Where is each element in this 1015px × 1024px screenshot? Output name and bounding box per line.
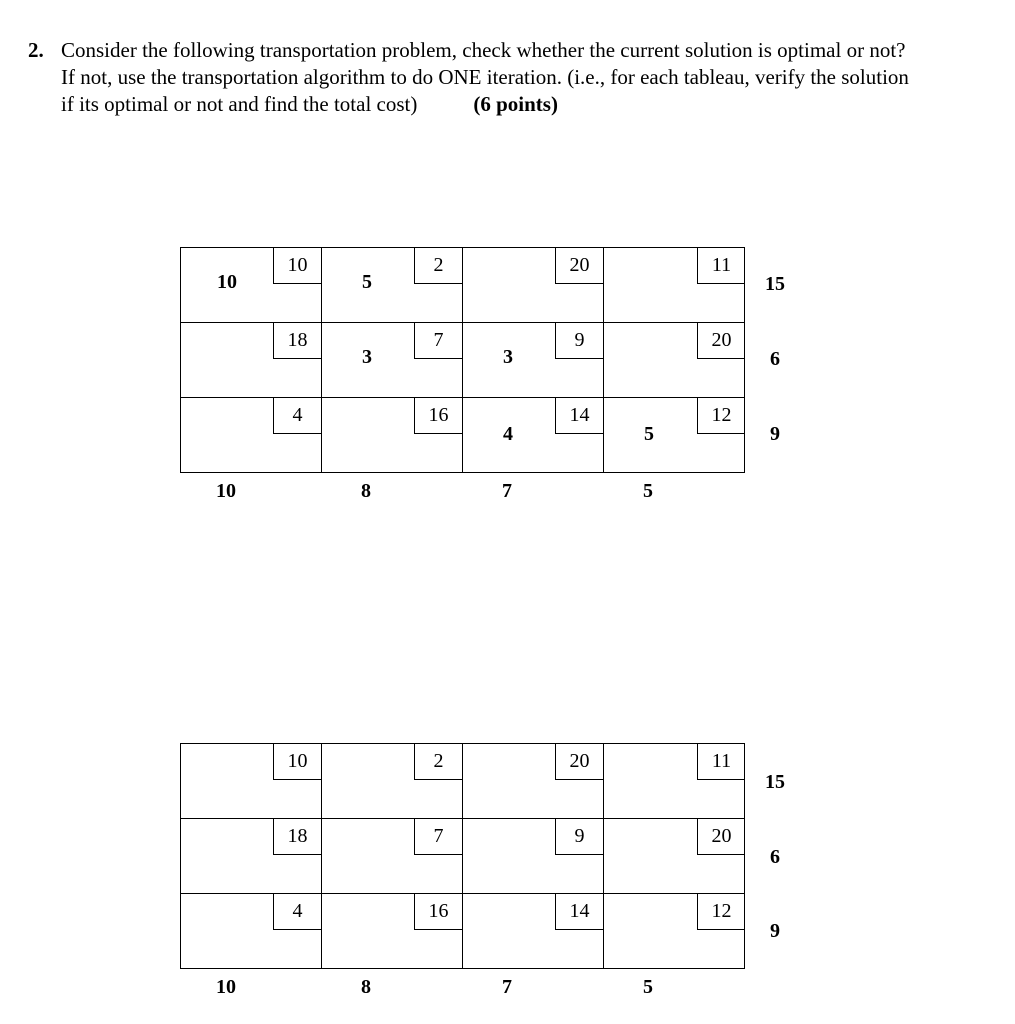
cost-box: 4 xyxy=(273,398,321,434)
cell-r2-c1 xyxy=(181,323,322,398)
cell-r1-c3 xyxy=(463,744,604,819)
cost-box: 7 xyxy=(414,819,462,855)
demand-3: 7 xyxy=(502,976,512,998)
allocation: 10 xyxy=(217,271,237,293)
demand-1: 10 xyxy=(216,976,236,998)
cost-box: 16 xyxy=(414,894,462,930)
cost-box: 2 xyxy=(414,248,462,284)
tableau-1-grid xyxy=(180,247,745,473)
cost-box: 12 xyxy=(697,894,745,930)
cell-r1-c2 xyxy=(322,744,463,819)
tableau-2-grid xyxy=(180,743,745,969)
cost-box: 14 xyxy=(555,398,603,434)
allocation: 5 xyxy=(362,271,372,293)
cell-r3-c4 xyxy=(604,894,745,969)
cell-r2-c1 xyxy=(181,819,322,894)
cost-box: 20 xyxy=(555,248,603,284)
allocation: 4 xyxy=(503,423,513,445)
supply-1: 15 xyxy=(765,771,785,793)
cell-r2-c3 xyxy=(463,323,604,398)
cost-box: 18 xyxy=(273,819,321,855)
cost-box: 11 xyxy=(697,248,745,284)
cost-box: 18 xyxy=(273,323,321,359)
demand-3: 7 xyxy=(502,480,512,502)
cell-r3-c2 xyxy=(322,398,463,473)
question-line-3 xyxy=(61,91,988,118)
cell-r2-c3 xyxy=(463,819,604,894)
cell-r1-c1 xyxy=(181,744,322,819)
supply-3: 9 xyxy=(770,920,780,942)
cell-r2-c4 xyxy=(604,323,745,398)
cost-box: 9 xyxy=(555,323,603,359)
cell-r1-c2 xyxy=(322,248,463,323)
demand-4: 5 xyxy=(643,480,653,502)
supply-2: 6 xyxy=(770,846,780,868)
demand-4: 5 xyxy=(643,976,653,998)
cost-box: 10 xyxy=(273,248,321,284)
question-points: (6 points) xyxy=(473,92,558,116)
supply-3: 9 xyxy=(770,423,780,445)
allocation: 3 xyxy=(362,346,372,368)
cost-box: 7 xyxy=(414,323,462,359)
cell-r2-c2 xyxy=(322,819,463,894)
cost-box: 16 xyxy=(414,398,462,434)
cost-box: 20 xyxy=(555,744,603,780)
cell-r3-c3 xyxy=(463,398,604,473)
cost-box: 9 xyxy=(555,819,603,855)
cell-r1-c4 xyxy=(604,744,745,819)
cell-r1-c1 xyxy=(181,248,322,323)
cost-box: 14 xyxy=(555,894,603,930)
question-line-1: Consider the following transportation problem, check whether the current solution is optimal or not? xyxy=(61,38,906,62)
demand-2: 8 xyxy=(361,976,371,998)
cost-box: 2 xyxy=(414,744,462,780)
cell-r3-c1 xyxy=(181,894,322,969)
cost-box: 12 xyxy=(697,398,745,434)
question-number: 2. xyxy=(28,38,44,62)
supply-1: 15 xyxy=(765,273,785,295)
cell-r3-c1 xyxy=(181,398,322,473)
cell-r1-c4 xyxy=(604,248,745,323)
supply-2: 6 xyxy=(770,348,780,370)
demand-2: 8 xyxy=(361,480,371,502)
allocation: 3 xyxy=(503,346,513,368)
cost-box: 20 xyxy=(697,323,745,359)
cost-box: 10 xyxy=(273,744,321,780)
question-line-2: If not, use the transportation algorithm to do ONE iteration. (i.e., for each tableau, verify the solution xyxy=(61,65,909,89)
cell-r2-c4 xyxy=(604,819,745,894)
cell-r3-c4 xyxy=(604,398,745,473)
cost-box: 11 xyxy=(697,744,745,780)
cell-r1-c3 xyxy=(463,248,604,323)
question-line-3-text: if its optimal or not and find the total cost) xyxy=(61,92,418,116)
allocation: 5 xyxy=(644,423,654,445)
cell-r2-c2 xyxy=(322,323,463,398)
cost-box: 20 xyxy=(697,819,745,855)
question-text xyxy=(28,37,988,118)
cell-r3-c2 xyxy=(322,894,463,969)
cost-box: 4 xyxy=(273,894,321,930)
demand-1: 10 xyxy=(216,480,236,502)
cell-r3-c3 xyxy=(463,894,604,969)
